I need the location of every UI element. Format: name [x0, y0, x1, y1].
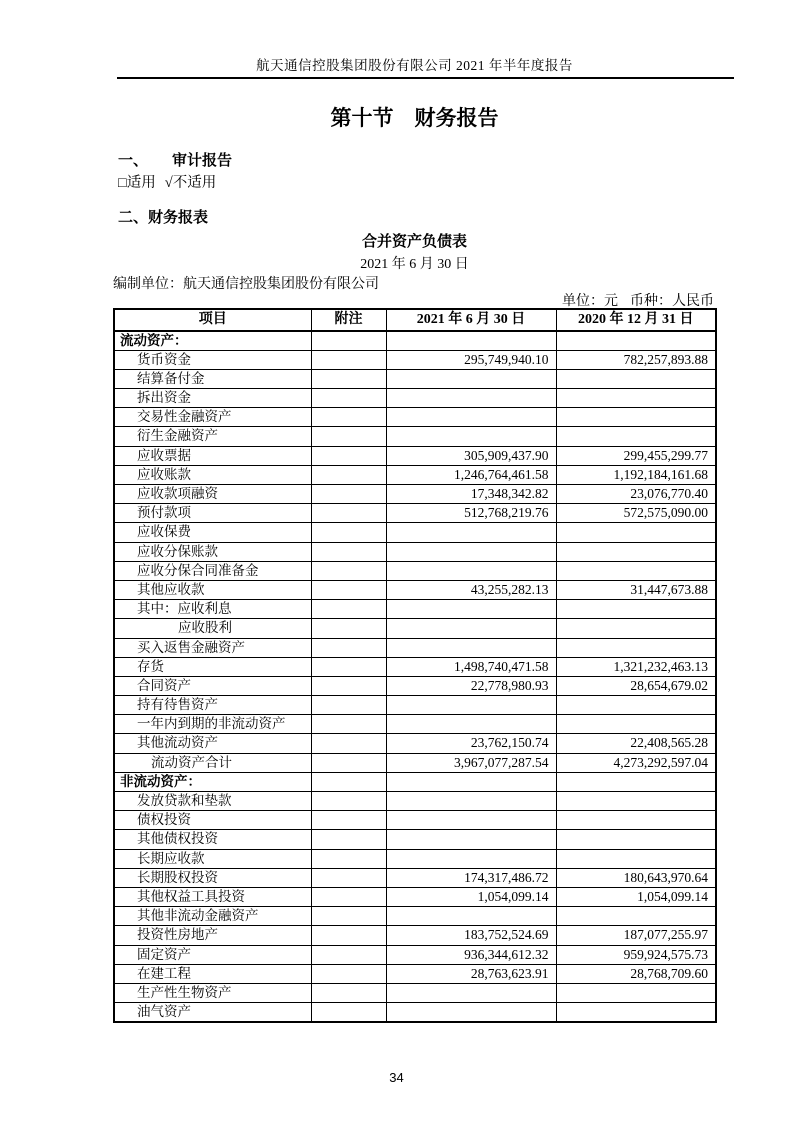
row-note	[311, 580, 386, 599]
row-note	[311, 561, 386, 580]
row-value-2021: 1,246,764,461.58	[386, 465, 556, 484]
column-header-item: 项目	[114, 309, 311, 331]
row-note	[311, 907, 386, 926]
row-value-2021: 183,752,524.69	[386, 926, 556, 945]
row-value-2020	[556, 561, 716, 580]
row-note	[311, 657, 386, 676]
row-value-2021: 174,317,486.72	[386, 868, 556, 887]
table-row	[114, 465, 716, 484]
row-value-2021	[386, 542, 556, 561]
row-note	[311, 792, 386, 811]
row-value-2020: 1,321,232,463.13	[556, 657, 716, 676]
row-value-2020: 31,447,673.88	[556, 580, 716, 599]
row-note	[311, 887, 386, 906]
row-value-2021	[386, 792, 556, 811]
header-rule	[117, 77, 734, 79]
row-value-2020: 572,575,090.00	[556, 504, 716, 523]
row-value-2021: 512,768,219.76	[386, 504, 556, 523]
table-row	[114, 907, 716, 926]
table-row	[114, 542, 716, 561]
table-row	[114, 619, 716, 638]
row-value-2020	[556, 696, 716, 715]
row-note	[311, 926, 386, 945]
row-value-2021	[386, 561, 556, 580]
row-label: 其他权益工具投资	[114, 887, 311, 906]
row-value-2020: 4,273,292,597.04	[556, 753, 716, 772]
row-value-2020	[556, 907, 716, 926]
row-label: 流动资产：	[114, 331, 311, 350]
audit-report-heading	[118, 149, 232, 170]
table-row	[114, 638, 716, 657]
currency-label: 币种：人民币	[630, 294, 714, 309]
row-label: 固定资产	[114, 945, 311, 964]
row-label: 应收票据	[114, 446, 311, 465]
row-label: 衍生金融资产	[114, 427, 311, 446]
row-label: 货币资金	[114, 350, 311, 369]
row-value-2021	[386, 849, 556, 868]
row-label: 应收账款	[114, 465, 311, 484]
table-row	[114, 792, 716, 811]
table-row	[114, 983, 716, 1002]
column-header-note: 附注	[311, 309, 386, 331]
row-note	[311, 600, 386, 619]
section-title: 财务报告	[414, 106, 499, 130]
row-value-2021	[386, 389, 556, 408]
row-note	[311, 331, 386, 350]
row-value-2021	[386, 715, 556, 734]
row-value-2021: 936,344,612.32	[386, 945, 556, 964]
table-row	[114, 331, 716, 350]
row-note	[311, 945, 386, 964]
row-label: 应收款项融资	[114, 485, 311, 504]
row-note	[311, 983, 386, 1002]
row-label: 投资性房地产	[114, 926, 311, 945]
row-value-2020: 22,408,565.28	[556, 734, 716, 753]
row-note	[311, 619, 386, 638]
table-row	[114, 485, 716, 504]
row-value-2020	[556, 600, 716, 619]
table-row	[114, 676, 716, 695]
row-value-2020: 187,077,255.97	[556, 926, 716, 945]
row-note	[311, 830, 386, 849]
row-value-2021	[386, 1003, 556, 1022]
row-note	[311, 369, 386, 388]
column-header-2021: 2021 年 6 月 30 日	[386, 309, 556, 331]
row-label: 应收分保账款	[114, 542, 311, 561]
row-note	[311, 485, 386, 504]
financial-statements-heading: 二、财务报表	[118, 210, 209, 226]
table-row	[114, 580, 716, 599]
row-value-2021	[386, 696, 556, 715]
row-label: 持有待售资产	[114, 696, 311, 715]
row-note	[311, 408, 386, 427]
audit-heading-number: 一、	[118, 153, 149, 169]
column-header-2020: 2020 年 12 月 31 日	[556, 309, 716, 331]
row-value-2020	[556, 408, 716, 427]
row-label: 存货	[114, 657, 311, 676]
checkbox-applicable-option: □适用	[118, 175, 156, 191]
page-title	[113, 102, 716, 132]
row-value-2020	[556, 983, 716, 1002]
row-label: 油气资产	[114, 1003, 311, 1022]
row-label: 债权投资	[114, 811, 311, 830]
row-label: 应收分保合同准备金	[114, 561, 311, 580]
row-value-2021: 28,763,623.91	[386, 964, 556, 983]
row-value-2021	[386, 907, 556, 926]
table-row	[114, 696, 716, 715]
row-label: 其他流动资产	[114, 734, 311, 753]
row-note	[311, 964, 386, 983]
row-label: 一年内到期的非流动资产	[114, 715, 311, 734]
row-value-2021	[386, 331, 556, 350]
row-label: 生产性生物资产	[114, 983, 311, 1002]
row-value-2021	[386, 830, 556, 849]
table-row	[114, 830, 716, 849]
table-row	[114, 772, 716, 791]
row-value-2021: 295,749,940.10	[386, 350, 556, 369]
row-value-2020	[556, 849, 716, 868]
row-note	[311, 389, 386, 408]
unit-note	[113, 290, 714, 310]
row-note	[311, 811, 386, 830]
row-value-2020	[556, 523, 716, 542]
table-header-row	[114, 309, 716, 331]
row-label: 流动资产合计	[114, 753, 311, 772]
table-row	[114, 753, 716, 772]
row-value-2021: 43,255,282.13	[386, 580, 556, 599]
row-value-2020	[556, 619, 716, 638]
table-row	[114, 600, 716, 619]
balance-sheet-date: 2021 年 6 月 30 日	[360, 257, 469, 272]
row-note	[311, 350, 386, 369]
table-row	[114, 657, 716, 676]
table-row	[114, 926, 716, 945]
row-value-2020	[556, 1003, 716, 1022]
row-note	[311, 734, 386, 753]
row-note	[311, 427, 386, 446]
row-label: 非流动资产：	[114, 772, 311, 791]
row-label: 其他应收款	[114, 580, 311, 599]
row-note	[311, 1003, 386, 1022]
row-note	[311, 504, 386, 523]
row-note	[311, 638, 386, 657]
row-value-2020	[556, 830, 716, 849]
row-value-2020: 299,455,299.77	[556, 446, 716, 465]
row-value-2020	[556, 542, 716, 561]
table-row	[114, 811, 716, 830]
row-value-2021: 22,778,980.93	[386, 676, 556, 695]
table-row	[114, 389, 716, 408]
balance-sheet-body	[114, 331, 716, 1022]
row-label: 应收股利	[114, 619, 311, 638]
row-note	[311, 523, 386, 542]
row-label: 长期股权投资	[114, 868, 311, 887]
row-value-2020	[556, 427, 716, 446]
row-value-2020	[556, 331, 716, 350]
row-value-2021	[386, 369, 556, 388]
row-value-2021	[386, 427, 556, 446]
row-label: 拆出资金	[114, 389, 311, 408]
row-value-2021	[386, 772, 556, 791]
row-value-2020	[556, 772, 716, 791]
row-note	[311, 465, 386, 484]
row-label: 交易性金融资产	[114, 408, 311, 427]
row-note	[311, 868, 386, 887]
row-note	[311, 849, 386, 868]
prepared-by: 编制单位：航天通信控股集团股份有限公司	[113, 277, 379, 292]
row-label: 长期应收款	[114, 849, 311, 868]
row-value-2021	[386, 600, 556, 619]
row-label: 应收保费	[114, 523, 311, 542]
row-note	[311, 696, 386, 715]
row-value-2020	[556, 792, 716, 811]
balance-sheet-title: 合并资产负债表	[361, 234, 467, 250]
row-value-2021	[386, 619, 556, 638]
row-label: 其中：应收利息	[114, 600, 311, 619]
audit-heading-text: 审计报告	[172, 153, 233, 169]
row-value-2021: 3,967,077,287.54	[386, 753, 556, 772]
table-row	[114, 350, 716, 369]
row-value-2021	[386, 523, 556, 542]
row-note	[311, 676, 386, 695]
row-note	[311, 772, 386, 791]
row-note	[311, 446, 386, 465]
page-number: 34	[389, 1070, 404, 1085]
row-value-2021	[386, 638, 556, 657]
row-value-2021	[386, 811, 556, 830]
row-value-2020: 180,643,970.64	[556, 868, 716, 887]
row-note	[311, 542, 386, 561]
section-number: 第十节	[330, 106, 394, 130]
document-header: 航天通信控股集团股份有限公司 2021 年半年度报告	[256, 58, 573, 73]
row-value-2021	[386, 983, 556, 1002]
table-row	[114, 427, 716, 446]
row-value-2020: 23,076,770.40	[556, 485, 716, 504]
table-row	[114, 734, 716, 753]
row-value-2020: 1,192,184,161.68	[556, 465, 716, 484]
row-label: 合同资产	[114, 676, 311, 695]
row-value-2021: 1,498,740,471.58	[386, 657, 556, 676]
table-row	[114, 408, 716, 427]
table-row	[114, 1003, 716, 1022]
table-row	[114, 369, 716, 388]
row-value-2021: 305,909,437.90	[386, 446, 556, 465]
table-row	[114, 887, 716, 906]
table-row	[114, 504, 716, 523]
row-value-2020: 782,257,893.88	[556, 350, 716, 369]
table-row	[114, 523, 716, 542]
row-label: 买入返售金融资产	[114, 638, 311, 657]
row-label: 其他非流动金融资产	[114, 907, 311, 926]
row-value-2021	[386, 408, 556, 427]
row-label: 预付款项	[114, 504, 311, 523]
row-value-2020	[556, 369, 716, 388]
row-label: 结算备付金	[114, 369, 311, 388]
row-note	[311, 715, 386, 734]
unit-label: 单位：元	[562, 294, 618, 309]
row-value-2020	[556, 715, 716, 734]
row-value-2020	[556, 389, 716, 408]
audit-applicability	[118, 171, 216, 192]
row-value-2020	[556, 811, 716, 830]
table-row	[114, 964, 716, 983]
row-value-2020	[556, 638, 716, 657]
row-note	[311, 753, 386, 772]
row-value-2021: 23,762,150.74	[386, 734, 556, 753]
row-value-2020: 959,924,575.73	[556, 945, 716, 964]
table-row	[114, 715, 716, 734]
table-row	[114, 561, 716, 580]
row-value-2021: 17,348,342.82	[386, 485, 556, 504]
checkbox-not-applicable-option: √不适用	[164, 175, 217, 191]
table-row	[114, 849, 716, 868]
table-row	[114, 446, 716, 465]
row-label: 在建工程	[114, 964, 311, 983]
balance-sheet-table	[113, 308, 717, 1023]
table-row	[114, 868, 716, 887]
row-label: 其他债权投资	[114, 830, 311, 849]
row-value-2020: 28,768,709.60	[556, 964, 716, 983]
row-value-2020: 28,654,679.02	[556, 676, 716, 695]
row-label: 发放贷款和垫款	[114, 792, 311, 811]
row-value-2021: 1,054,099.14	[386, 887, 556, 906]
row-value-2020: 1,054,099.14	[556, 887, 716, 906]
table-row	[114, 945, 716, 964]
